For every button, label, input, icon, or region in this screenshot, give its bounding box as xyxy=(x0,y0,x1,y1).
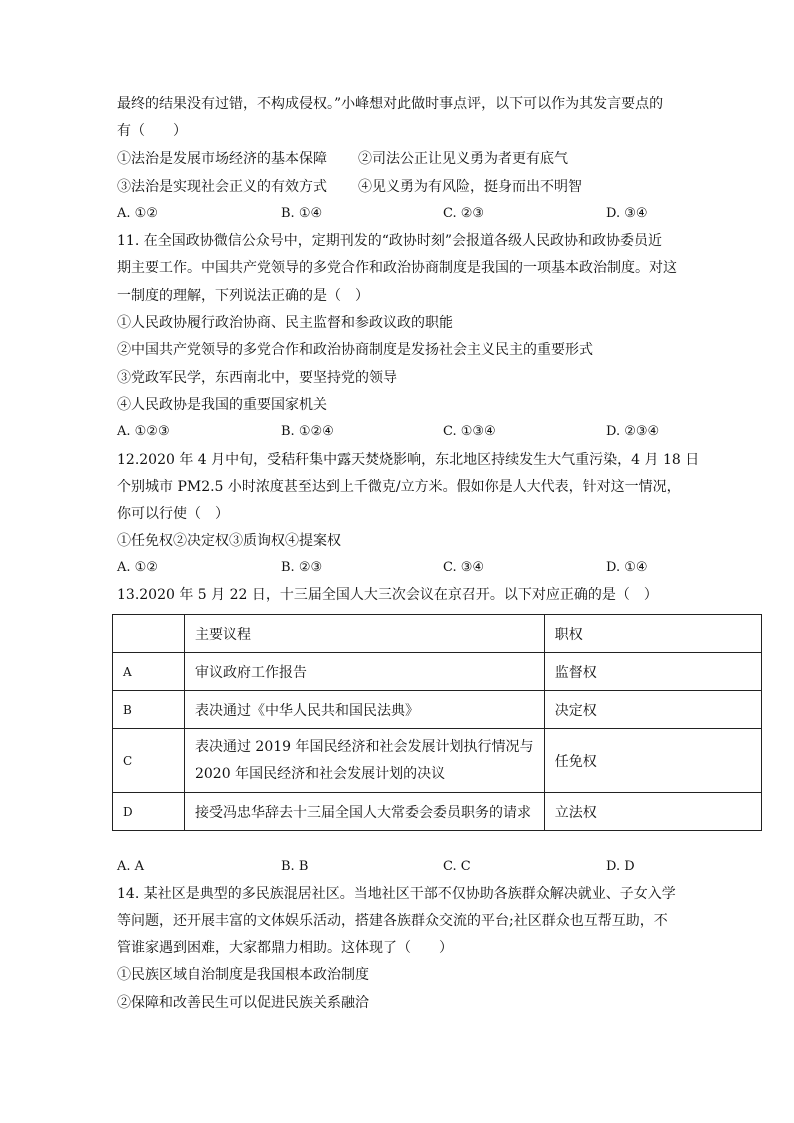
q13-table xyxy=(112,614,762,831)
q14-item-1: ①民族区域自治制度是我国根本政治制度 xyxy=(117,967,369,983)
table-row-key: C xyxy=(113,729,185,793)
table-row-agenda xyxy=(184,729,544,793)
table-row-power: 决定权 xyxy=(544,691,761,729)
q12-option-a: A. ①② xyxy=(117,560,158,575)
q12-stem-line1: 12.2020 年 4 月中旬，受秸秆集中露天焚烧影响，东北地区持续发生大气重污染，4 月 18 日 xyxy=(117,452,700,468)
q12-option-b: B. ②③ xyxy=(281,560,323,575)
table-header-blank xyxy=(113,615,185,653)
q10-item-3: ③法治是实现社会正义的有效方式 xyxy=(117,179,327,195)
q10-stem-line1: 最终的结果没有过错，不构成侵权。”小峰想对此做时事点评，以下可以作为其发言要点的 xyxy=(117,96,664,112)
table-row-agenda-line: 表决通过 2019 年国民经济和社会发展计划执行情况与 xyxy=(194,738,534,755)
q11-stem-line3: 一制度的理解，下列说法正确的是（ ） xyxy=(117,288,369,304)
q10-stem-line2: 有（ ） xyxy=(117,123,187,139)
q11-item-3: ③党政军民学，东西南北中，要坚持党的领导 xyxy=(117,370,397,386)
q11-item-2: ②中国共产党领导的多党合作和政治协商制度是发扬社会主义民主的重要形式 xyxy=(117,342,593,358)
q11-stem-line2: 期主要工作。中国共产党领导的多党合作和政治协商制度是我国的一项基本政治制度。对这 xyxy=(117,260,677,276)
q12-items: ①任免权②决定权③质询权④提案权 xyxy=(117,533,341,549)
q11-option-a: A. ①②③ xyxy=(117,424,170,439)
q10-option-b: B. ①④ xyxy=(281,206,323,221)
q12-stem-line3: 你可以行使（ ） xyxy=(117,506,229,522)
table-row-agenda: 审议政府工作报告 xyxy=(184,653,544,691)
table-row-key: D xyxy=(113,793,185,831)
q11-option-c: C. ①③④ xyxy=(443,424,496,439)
table-header-agenda: 主要议程 xyxy=(184,615,544,653)
table-row-power: 任免权 xyxy=(544,729,761,793)
q11-option-d: D. ②③④ xyxy=(606,424,660,439)
table-header-power: 职权 xyxy=(544,615,761,653)
table-row-agenda: 表决通过《中华人民共和国民法典》 xyxy=(184,691,544,729)
q14-stem-line1: 14. 某社区是典型的多民族混居社区。当地社区干部不仅协助各族群众解决就业、子女入学 xyxy=(117,886,676,902)
table-row-agenda: 接受冯忠华辞去十三届全国人大常委会委员职务的请求 xyxy=(184,793,544,831)
q13-option-b: B. B xyxy=(281,859,309,874)
q10-option-a: A. ①② xyxy=(117,206,158,221)
table-row-agenda-line: 2020 年国民经济和社会发展计划的决议 xyxy=(194,765,446,782)
q14-stem-line2: 等问题，还开展丰富的文体娱乐活动，搭建各族群众交流的平台;社区群众也互帮互助，不 xyxy=(117,913,668,929)
q11-item-1: ①人民政协履行政治协商、民主监督和参政议政的职能 xyxy=(117,315,453,331)
table-row-power: 监督权 xyxy=(544,653,761,691)
q13-option-a: A. A xyxy=(117,859,145,874)
q10-item-4: ④见义勇为有风险，挺身而出不明智 xyxy=(358,179,582,195)
q10-option-d: D. ③④ xyxy=(606,206,648,221)
table-row xyxy=(113,729,762,793)
q11-item-4: ④人民政协是我国的重要国家机关 xyxy=(117,397,327,413)
table-row-key: A xyxy=(113,653,185,691)
q12-option-d: D. ①④ xyxy=(606,560,648,575)
q14-item-2: ②保障和改善民生可以促进民族关系融洽 xyxy=(117,995,369,1011)
q12-stem-line2: 个别城市 PM2.5 小时浓度甚至达到上千微克/立方米。假如你是人大代表，针对这一情况， xyxy=(117,479,681,495)
q11-option-b: B. ①②④ xyxy=(281,424,334,439)
q12-option-c: C. ③④ xyxy=(443,560,485,575)
table-header-row xyxy=(113,615,762,653)
table-row-power: 立法权 xyxy=(544,793,761,831)
table-row-key: B xyxy=(113,691,185,729)
table-row xyxy=(113,653,762,691)
q13-option-c: C. C xyxy=(443,859,471,874)
q13-option-d: D. D xyxy=(606,859,635,874)
q14-stem-line3: 管谁家遇到困难，大家都鼎力相助。这体现了（ ） xyxy=(117,940,453,956)
q13-stem: 13.2020 年 5 月 22 日，十三届全国人大三次会议在京召开。以下对应正确的是（ ） xyxy=(117,587,658,603)
table-row xyxy=(113,793,762,831)
q11-stem-line1: 11. 在全国政协微信公众号中，定期刊发的“政协时刻”会报道各级人民政协和政协委员近 xyxy=(117,233,663,249)
q10-item-1: ①法治是发展市场经济的基本保障 xyxy=(117,151,327,167)
table-row xyxy=(113,691,762,729)
q10-option-c: C. ②③ xyxy=(443,206,485,221)
q10-item-2: ②司法公正让见义勇为者更有底气 xyxy=(358,151,568,167)
